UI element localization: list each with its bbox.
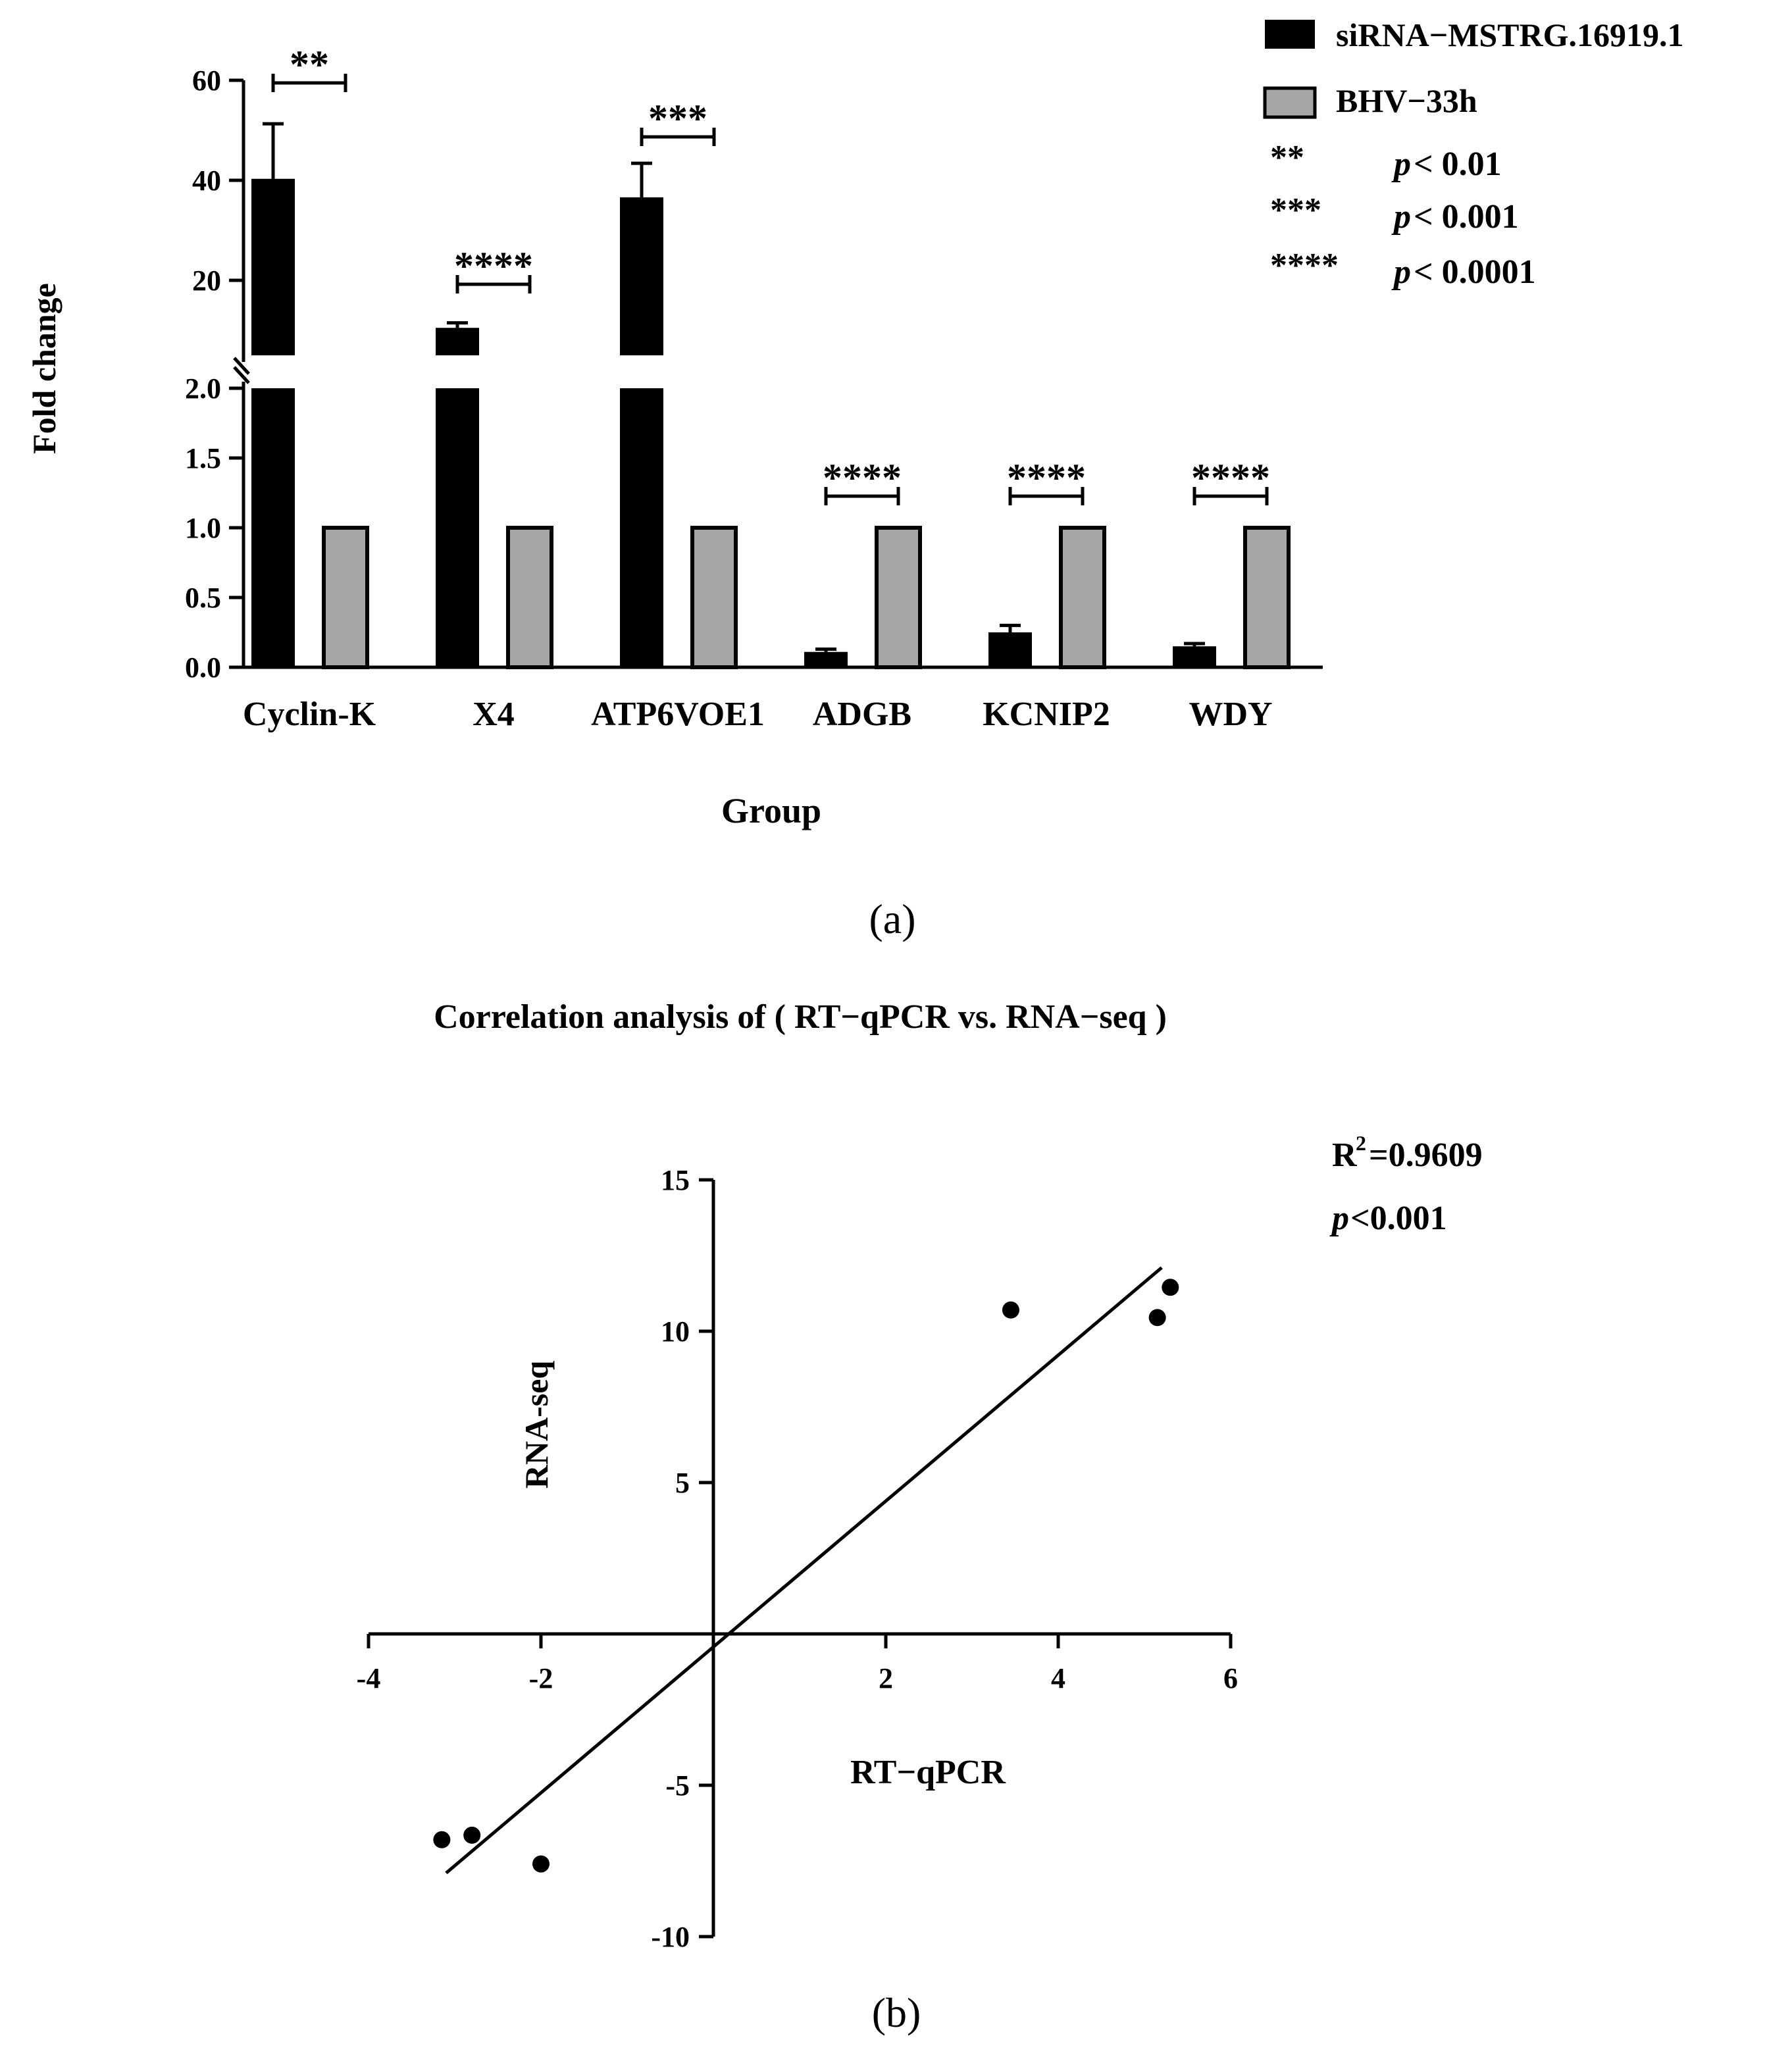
y-tick-label: 1.0 [185,512,221,544]
data-point [433,1831,450,1848]
data-point [532,1856,550,1873]
bar-siRNA-upper [251,179,295,355]
significance-legend-p: p [1394,253,1411,291]
data-point [463,1827,480,1844]
regression-line [446,1267,1162,1873]
significance-legend-stars: *** [1270,191,1321,229]
x-tick-label: 4 [1051,1662,1065,1694]
legend-label-siRNA: siRNA−MSTRG.16919.1 [1336,16,1684,53]
bar-siRNA [251,388,295,667]
y-tick-label: -10 [651,1921,690,1953]
significance-legend-stars: **** [1270,247,1339,284]
r-squared-value: =0.9609 [1369,1136,1483,1174]
legend-swatch-BHV [1265,88,1315,117]
bar-BHV [877,528,920,667]
data-point [1149,1309,1166,1326]
legend-label-BHV: BHV−33h [1336,82,1477,119]
x-tick-label: Cyclin-K [242,696,376,733]
y-axis-title: RNA-seq [518,1360,555,1489]
bar-BHV [1245,528,1289,667]
data-point [1162,1279,1179,1296]
chart-title: Correlation analysis of ( RT−qPCR vs. RNA−seq ) [434,998,1167,1036]
legend-swatch-siRNA [1265,20,1315,49]
panel-label-b: (b) [871,1989,921,2036]
y-tick-label: -5 [665,1769,690,1802]
scatter-chart-panel-b [357,998,1483,2036]
significance-stars: **** [454,244,533,288]
significance-stars: **** [1007,456,1086,499]
bar-BHV [508,528,551,667]
x-tick-label: X4 [473,696,515,733]
x-tick-label: -2 [528,1662,553,1694]
bar-siRNA-upper [620,197,663,355]
x-axis-title: Group [721,791,822,830]
bar-BHV [324,528,367,667]
panel-label-a: (a) [869,896,916,942]
x-tick-label: ADGB [812,696,912,733]
x-tick-label: ATP6VOE1 [591,696,765,733]
bar-siRNA [804,652,848,667]
bar-siRNA-upper [436,328,479,355]
bar-BHV [1061,528,1104,667]
significance-stars: **** [823,456,902,499]
x-tick-label: 2 [879,1662,893,1694]
bar-siRNA [988,632,1032,667]
bar-siRNA [1173,646,1216,667]
significance-legend-p: p [1394,145,1411,183]
y-tick-label: 15 [661,1164,690,1196]
p-italic: p [1332,1200,1349,1237]
x-tick-label: KCNIP2 [983,696,1110,733]
y-tick-label: 0.0 [185,651,221,684]
x-axis-title: RT−qPCR [850,1754,1006,1791]
y-tick-label: 40 [192,165,221,197]
bar-siRNA [436,388,479,667]
x-tick-label: -4 [356,1662,381,1694]
significance-legend-stars: ** [1270,139,1304,176]
data-point [1002,1302,1019,1319]
y-tick-label: 1.5 [185,442,221,474]
p-value: <0.001 [1350,1200,1447,1237]
r-squared-base: R [1332,1136,1357,1174]
bar-siRNA [620,388,663,667]
r-squared-superscript: 2 [1356,1131,1366,1155]
bar-BHV [692,528,736,667]
y-tick-label: 0.5 [185,582,221,614]
significance-stars: **** [1191,456,1270,499]
bar-chart-panel-a [26,16,1684,942]
y-axis-title: Fold change [26,283,63,454]
x-tick-label: 6 [1223,1662,1238,1694]
y-tick-label: 10 [661,1315,690,1348]
y-tick-label: 60 [192,64,221,97]
x-tick-label: WDY [1189,696,1273,733]
significance-legend-text: < 0.001 [1414,198,1519,236]
y-tick-label: 5 [675,1467,690,1499]
significance-legend-p: p [1394,198,1411,236]
significance-legend-text: < 0.0001 [1414,253,1536,291]
significance-legend-text: < 0.01 [1414,145,1502,183]
significance-stars: ** [290,43,329,86]
significance-stars: *** [648,97,707,140]
y-tick-label: 20 [192,265,221,297]
y-tick-label: 2.0 [185,372,221,405]
